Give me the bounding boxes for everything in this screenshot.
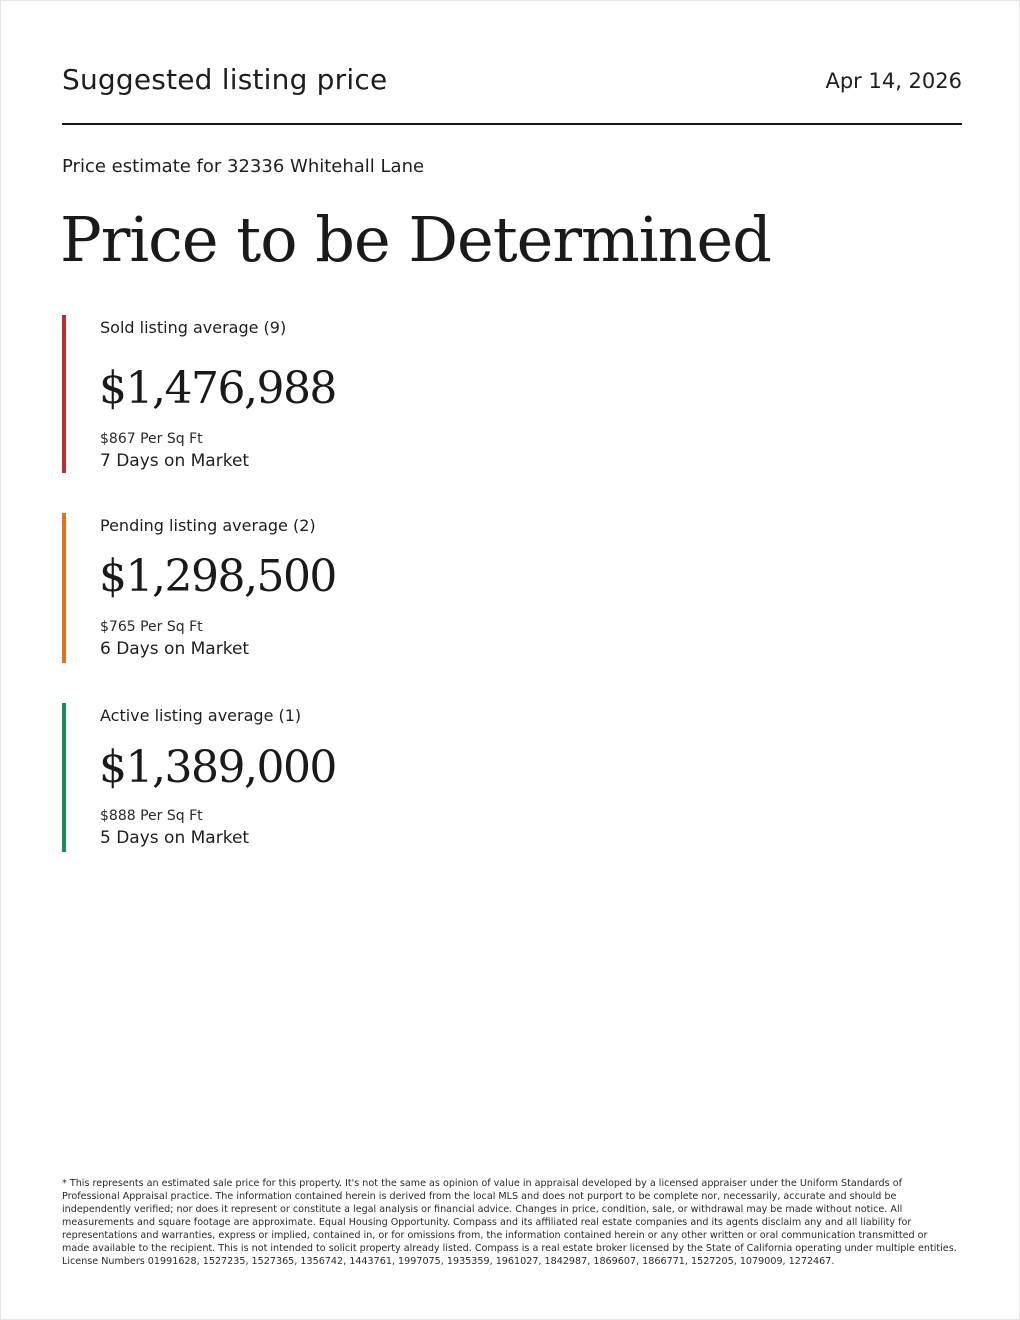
sold-price-per-sqft: $867 Per Sq Ft [100,431,203,447]
estimated-price: Price to be Determined [60,203,771,276]
pending-average-block [62,513,562,663]
sold-average-label: Sold listing average (9) [100,318,287,337]
page-title: Suggested listing price [62,63,388,96]
active-average-label: Active listing average (1) [100,706,302,725]
report-date: Apr 14, 2026 [825,69,962,93]
active-price-per-sqft: $888 Per Sq Ft [100,808,203,824]
active-average-value: $1,389,000 [99,742,336,793]
page-header [62,61,962,125]
sold-average-value: $1,476,988 [99,363,336,414]
pending-days-on-market: 6 Days on Market [100,639,250,659]
estimate-subtitle: Price estimate for 32336 Whitehall Lane [62,156,425,177]
pending-average-value: $1,298,500 [99,551,336,602]
legal-disclaimer: * This represents an estimated sale price for this property. It's not the same as opinion of value in appraisal developed by a licensed appraiser under the Uniform Standards of Professional Appraisal practice. The information contained herein is derived from the local MLS and does not purport to be complete nor, necessarily, accurate and should be independently verified; nor does it represent or constitute a legal analysis or financial advice. Changes in price, condition, sale, or withdrawal may be made without notice. All measurements and square footage are approximate. Equal Housing Opportunity. Compass and its affiliated real estate companies and its agents disclaim any and all liability for representations and warranties, express or implied, contained in, or for omissions from, the information contained herein or any other written or oral communication transmitted or made available to the recipient. This is not intended to solicit property already listed. Compass is a real estate broker licensed by the State of California operating under multiple entities. License Numbers 01991628, 1527235, 1527365, 1356742, 1443761, 1997075, 1935359, 1961027, 1842987, 1869607, 1866771, 1527205, 1079009, 1272467. [62,1178,957,1267]
pending-average-label: Pending listing average (2) [100,516,316,535]
active-days-on-market: 5 Days on Market [100,828,250,848]
pending-price-per-sqft: $765 Per Sq Ft [100,619,203,635]
active-average-block [62,703,562,852]
sold-average-block [62,315,562,473]
sold-days-on-market: 7 Days on Market [100,451,250,471]
